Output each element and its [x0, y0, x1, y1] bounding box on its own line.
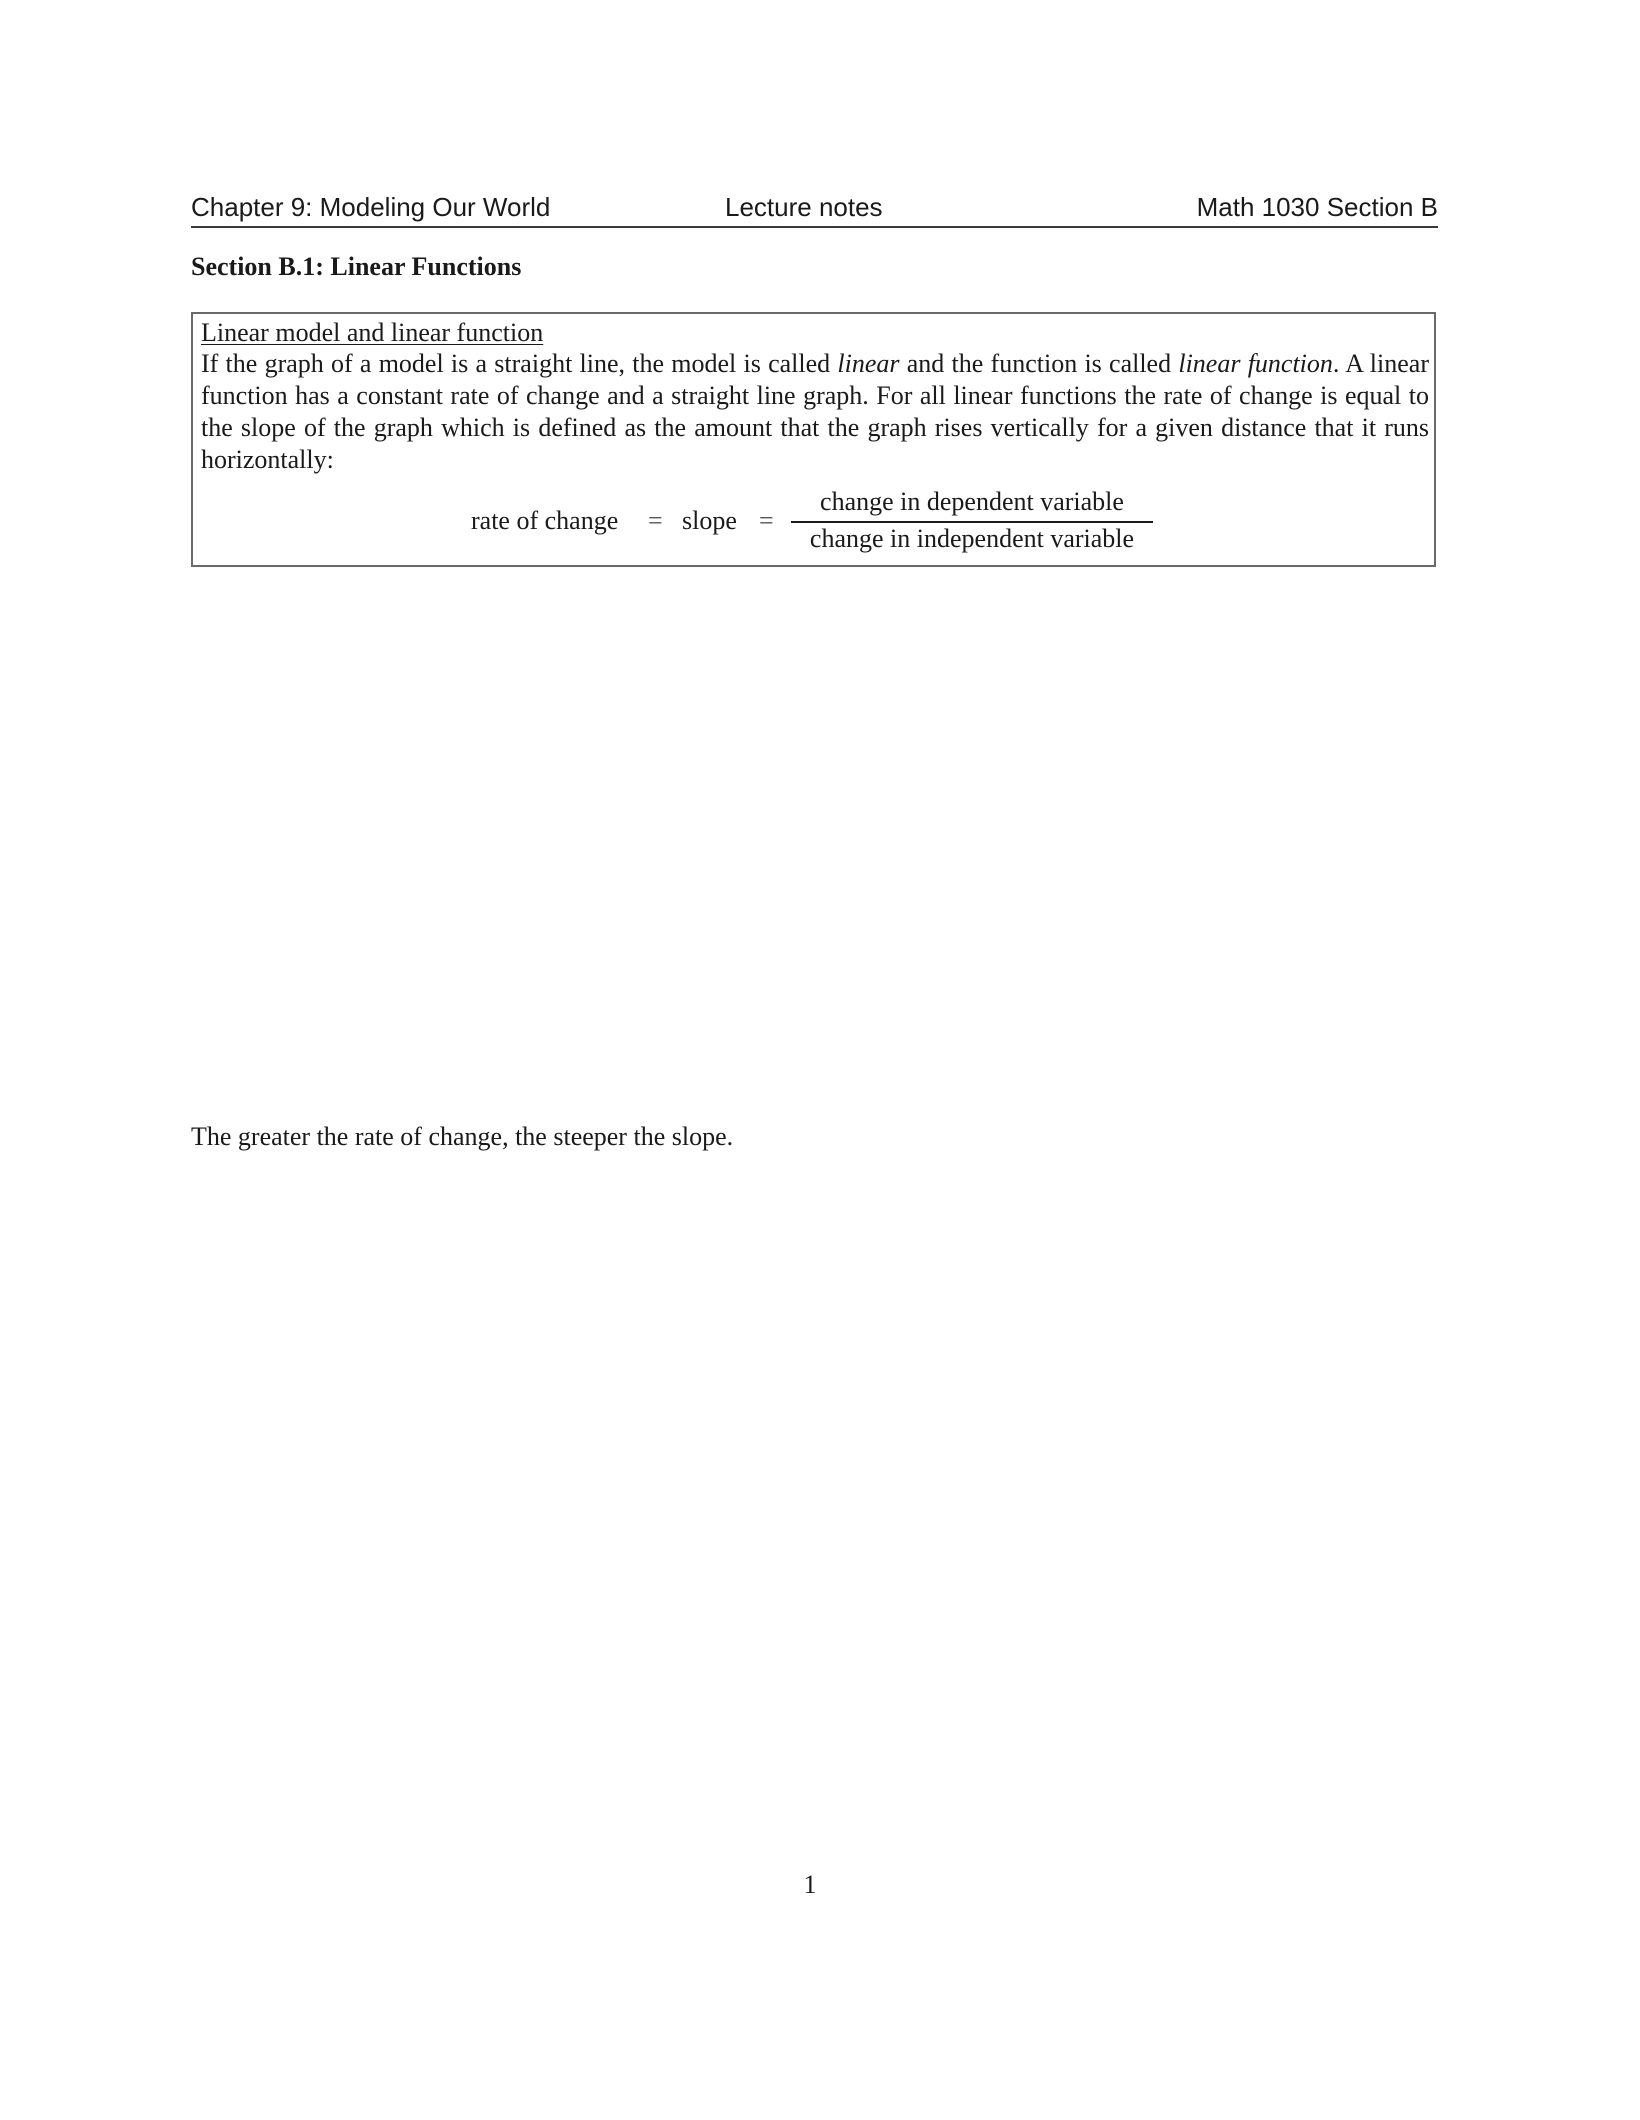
term-linear: linear [837, 349, 900, 378]
header-lecture-notes: Lecture notes [725, 192, 883, 222]
definition-text-part-4: A linear function has a constant rate of change and a straight line graph. For all linear functions the rate of change is equal to the slope of the graph which is defined as the amount that the graph rises vertically for a given distance that it runs horizontally: [201, 349, 1429, 474]
term-linear-function: linear function [1178, 349, 1333, 378]
header-course-section: Math 1030 Section B [1196, 192, 1438, 222]
formula-equals-sign: = [759, 506, 774, 535]
definition-text-part-2: and the function is called [899, 349, 1179, 378]
definition-text-part-1: If the graph of a model is a straight line, the model is called [201, 349, 838, 378]
section-title: Section B.1: Linear Functions [191, 252, 522, 281]
definition-box [191, 312, 1436, 567]
definition-text-part-3: . [1332, 349, 1340, 378]
page-header [191, 192, 1438, 228]
page-number: 1 [803, 1870, 817, 1899]
fraction-numerator: change in dependent variable [820, 487, 1124, 516]
definition-title: Linear model and linear function [201, 318, 544, 347]
fraction-bar [791, 521, 1153, 523]
formula-equals-sign: = [648, 506, 663, 535]
formula-rate-of-change: rate of change [471, 506, 619, 535]
slope-formula [193, 482, 1434, 562]
fraction-denominator: change in independent variable [809, 524, 1135, 553]
header-chapter-title: Chapter 9: Modeling Our World [191, 192, 551, 222]
note-paragraph: The greater the rate of change, the steeper the slope. [191, 1122, 734, 1151]
definition-text [201, 348, 1429, 476]
formula-slope: slope [682, 506, 737, 535]
